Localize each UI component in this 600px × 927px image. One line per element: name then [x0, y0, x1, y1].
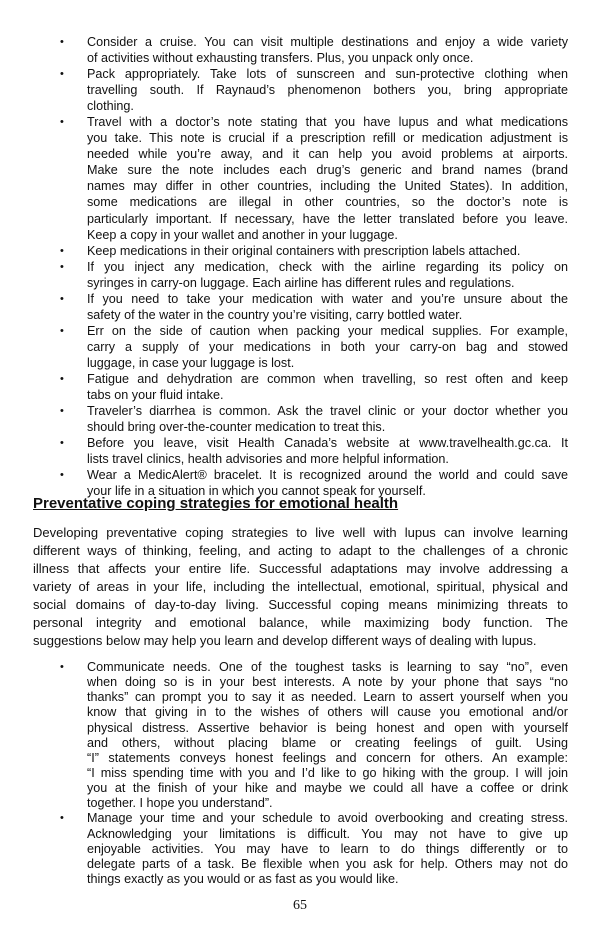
text-line: delegate parts of a task. Be flexible when you ask for help. Others may not do — [87, 856, 568, 871]
text-line: Wear a MedicAlert® bracelet. It is recognized around the world and could save — [87, 468, 568, 483]
text-line: carry a supply of your medications in both your carry-on bag and stowed — [87, 339, 568, 354]
bullet-icon: • — [60, 469, 64, 482]
text-line: “I” statements conveys honest feelings and concern for others. An example: — [87, 750, 568, 765]
list-item — [0, 660, 600, 811]
text-line: social domains of day-to-day living. Successful coping means minimizing threats to — [33, 597, 568, 612]
list-item-text — [87, 291, 568, 323]
text-line: together. I hope you understand”. — [87, 796, 273, 811]
list-item-text — [87, 403, 568, 435]
text-line: some medications are illegal in other countries, so the doctor’s note is — [87, 195, 568, 210]
list-item-text — [87, 811, 568, 887]
bullet-icon: • — [60, 437, 64, 450]
text-line: personal integrity and emotional balance, while maximizing body function. The — [33, 615, 568, 630]
text-line: If you need to take your medication with water and you’re unsure about the — [87, 291, 568, 306]
text-line: particularly important. If necessary, have the letter translated before you leave. — [87, 211, 568, 226]
list-item-text — [87, 259, 568, 291]
list-item — [0, 34, 600, 66]
intro-paragraph — [33, 524, 568, 650]
text-line: you at the finish of your hike and maybe we could all have a coffee or drink — [87, 781, 568, 796]
text-line: your life in a situation in which you cannot speak for yourself. — [87, 484, 426, 499]
text-line: safety of the water in the country you’re visiting, carry bottled water. — [87, 307, 463, 322]
text-line: Err on the side of caution when packing your medical supplies. For example, — [87, 323, 568, 338]
text-line: physical distress. Assertive behavior is being honest and open with yourself — [87, 720, 568, 735]
list-item-text — [87, 34, 568, 66]
list-item — [0, 114, 600, 242]
text-line: things exactly as you would or as fast as you would like. — [87, 871, 399, 886]
text-line: syringes in carry-on luggage. Each airline has different rules and regulations. — [87, 275, 515, 290]
list-item — [0, 66, 600, 114]
list-item-text — [87, 371, 568, 403]
text-line: lists travel clinics, health advisories and more helpful information. — [87, 452, 449, 467]
text-line: enjoyable activities. You may have to learn to do things differently or to — [87, 841, 568, 856]
text-line: clothing. — [87, 99, 134, 114]
list-item — [0, 371, 600, 403]
coping-tips-list — [0, 660, 600, 887]
bullet-icon: • — [60, 812, 64, 825]
text-line: “I miss spending time with you and I’d like to go hiking with the group. I will join — [87, 765, 568, 780]
list-item — [0, 403, 600, 435]
page-number: 65 — [293, 898, 307, 913]
text-line: Traveler’s diarrhea is common. Ask the travel clinic or your doctor whether you — [87, 404, 568, 419]
text-line: tabs on your fluid intake. — [87, 388, 224, 403]
text-line: Manage your time and your schedule to avoid overbooking and creating stress. — [87, 811, 568, 826]
text-line: illness that affects your entire life. Successful adaptations may involve addressing a — [33, 561, 568, 576]
text-line: names may differ in other countries, including the United States). In addition, — [87, 179, 568, 194]
text-line: luggage, in case your luggage is lost. — [87, 355, 295, 370]
bullet-icon: • — [60, 116, 64, 129]
list-item-text — [87, 323, 568, 371]
text-line: Before you leave, visit Health Canada’s website at www.travelhealth.gc.ca. It — [87, 436, 568, 451]
list-item — [0, 243, 600, 259]
list-item-text — [87, 660, 568, 811]
list-item — [0, 259, 600, 291]
section-heading: Preventative coping strategies for emotional health — [33, 495, 399, 512]
text-line: Pack appropriately. Take lots of sunscreen and sun-protective clothing when — [87, 67, 568, 82]
text-line: Communicate needs. One of the toughest tasks is learning to say “no”, even — [87, 660, 568, 674]
text-line: Keep a copy in your wallet and another in your luggage. — [87, 227, 398, 242]
bullet-icon: • — [60, 68, 64, 81]
text-line: and others, without placing blame or creating feelings of guilt. Using — [87, 735, 568, 750]
text-line: thanks” can prompt you to say it as needed. Learn to assert yourself when you — [87, 690, 568, 705]
text-line: know that giving in to the wishes of others will cause you emotional and/or — [87, 705, 568, 720]
text-line: of activities without exhausting transfers. Plus, you unpack only once. — [87, 51, 474, 66]
text-line: travelling south. If Raynaud’s phenomenon bothers you, bring appropriate — [87, 83, 568, 98]
text-line: you take. This note is crucial if a prescription refill or medication adjustment is — [87, 131, 568, 146]
bullet-icon: • — [60, 324, 64, 337]
text-line: Make sure the note includes each drug’s generic and brand names (brand — [87, 163, 568, 178]
text-line: Developing preventative coping strategies to live well with lupus can involve learning — [33, 525, 568, 540]
bullet-icon: • — [60, 661, 64, 673]
text-line: needed while you’re away, and it can help you avoid problems at airports. — [87, 147, 568, 162]
text-line: Fatigue and dehydration are common when travelling, so rest often and keep — [87, 371, 568, 386]
travel-tips-list — [0, 34, 600, 499]
text-line: Keep medications in their original containers with prescription labels attached. — [87, 243, 521, 258]
list-item — [0, 323, 600, 371]
text-line: Consider a cruise. You can visit multiple destinations and enjoy a wide variety — [87, 35, 568, 49]
bullet-icon: • — [60, 372, 64, 385]
list-item-text — [87, 114, 568, 242]
text-line: should bring over-the-counter medication to treat this. — [87, 420, 386, 435]
list-item-text — [87, 66, 568, 114]
bullet-icon: • — [60, 244, 64, 257]
list-item — [0, 811, 600, 887]
text-line: If you inject any medication, check with the airline regarding its policy on — [87, 259, 568, 274]
text-line: variety of areas in your life, including the intellectual, emotional, spiritual, physical and — [33, 579, 568, 594]
text-line: suggestions below may help you learn and develop different ways of dealing with lupus. — [33, 633, 537, 648]
list-item — [0, 435, 600, 467]
list-item-text — [87, 243, 568, 259]
list-item — [0, 291, 600, 323]
bullet-icon: • — [60, 292, 64, 305]
list-item-text — [87, 435, 568, 467]
text-line: Acknowledging your limitations is difficult. You may not have to give up — [87, 826, 568, 841]
text-line: Travel with a doctor’s note stating that you have lupus and what medications — [87, 115, 568, 130]
bullet-icon: • — [60, 405, 64, 418]
bullet-icon: • — [60, 260, 64, 273]
text-line: when doing so is in your best interests. A note by your phone that says “no — [87, 675, 568, 690]
bullet-icon: • — [60, 36, 64, 48]
text-line: different ways of thinking, feeling, and acting to adapt to the challenges of a chronic — [33, 543, 568, 558]
